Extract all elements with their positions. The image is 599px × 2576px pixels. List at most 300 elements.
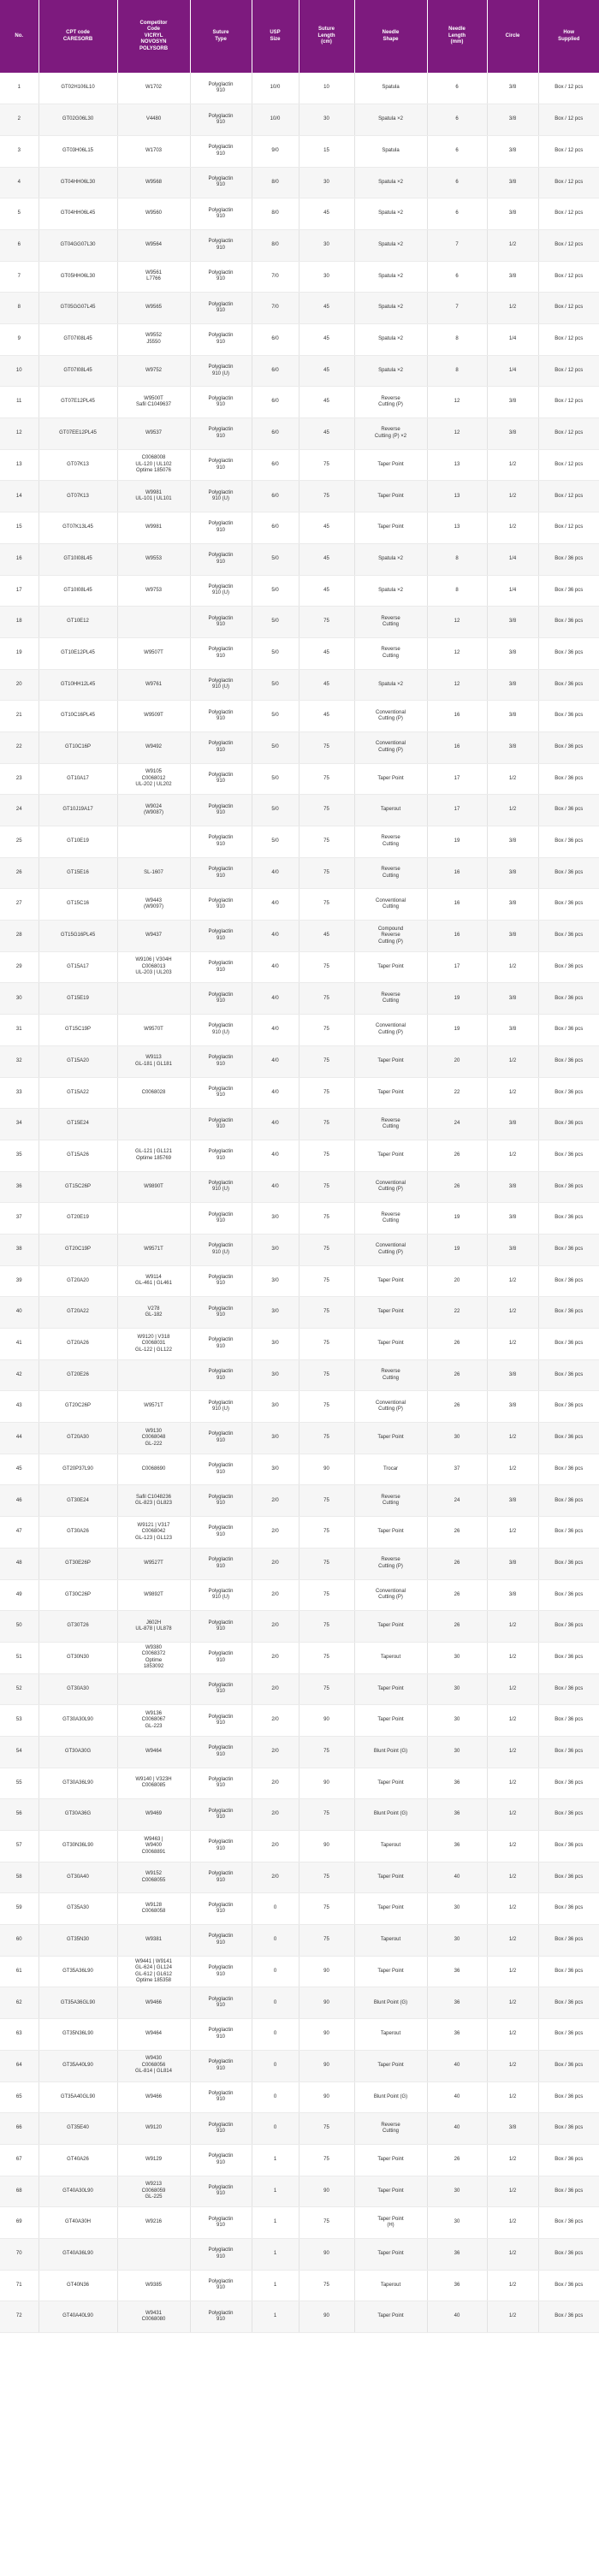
suture-length-cell: 45 [299, 324, 354, 356]
row-number-cell: 58 [0, 1862, 39, 1893]
circle-cell: 3/8 [487, 1109, 538, 1140]
row-number-cell: 8 [0, 293, 39, 324]
suture-length-cell: 75 [299, 731, 354, 763]
circle-cell: 1/2 [487, 512, 538, 544]
table-row [0, 795, 599, 826]
suture-type-cell: Polyglactin 910 [190, 857, 252, 889]
row-number-cell: 11 [0, 387, 39, 418]
needle-shape-cell: Reverse Cutting [354, 2113, 427, 2145]
usp-size-cell: 5/0 [252, 607, 299, 638]
table-row [0, 418, 599, 450]
suture-length-cell: 75 [299, 1673, 354, 1705]
usp-size-cell: 1 [252, 2176, 299, 2207]
suture-type-cell: Polyglactin 910 [190, 1673, 252, 1705]
how-supplied-cell: Box / 36 pcs [538, 857, 599, 889]
table-row [0, 1391, 599, 1423]
row-number-cell: 37 [0, 1203, 39, 1235]
needle-shape-cell: Taper Point [354, 1673, 427, 1705]
needle-shape-cell: Conventional Cutting (P) [354, 731, 427, 763]
needle-shape-cell: Reverse Cutting [354, 826, 427, 858]
circle-cell: 1/2 [487, 2270, 538, 2301]
needle-shape-cell: Taper Point [354, 1077, 427, 1109]
needle-shape-cell: Conventional Cutting (P) [354, 1015, 427, 1046]
circle-cell: 1/2 [487, 449, 538, 481]
circle-cell: 1/4 [487, 324, 538, 356]
competitor-code-cell [117, 983, 190, 1015]
circle-cell: 3/8 [487, 1485, 538, 1517]
table-row [0, 2301, 599, 2333]
needle-shape-cell: Taper Point [354, 1297, 427, 1329]
row-number-cell: 36 [0, 1171, 39, 1203]
suture-length-cell: 75 [299, 1893, 354, 1925]
suture-length-cell: 90 [299, 1705, 354, 1737]
needle-shape-cell: Taper Point (H) [354, 2207, 427, 2239]
needle-shape-cell: Conventional Cutting (P) [354, 1171, 427, 1203]
usp-size-cell: 6/0 [252, 449, 299, 481]
how-supplied-cell: Box / 36 pcs [538, 731, 599, 763]
competitor-code-cell: Safil C1048236 GL-823 | GL823 [117, 1485, 190, 1517]
row-number-cell: 18 [0, 607, 39, 638]
usp-size-cell: 0 [252, 1925, 299, 1957]
table-row [0, 637, 599, 669]
suture-type-cell: Polyglactin 910 [190, 701, 252, 732]
competitor-code-cell: W9129 [117, 2144, 190, 2176]
competitor-code-cell: W9463 | W9400 C0068891 [117, 1831, 190, 1862]
needle-shape-cell: Taper Point [354, 2238, 427, 2270]
suture-type-cell: Polyglactin 910 [190, 2144, 252, 2176]
cpt-code-cell: GT30C26P [39, 1579, 117, 1611]
needle-shape-cell: Taper Point [354, 1423, 427, 1454]
how-supplied-cell: Box / 36 pcs [538, 607, 599, 638]
suture-length-cell: 90 [299, 1768, 354, 1799]
suture-type-cell: Polyglactin 910 [190, 2301, 252, 2333]
circle-cell: 3/8 [487, 921, 538, 952]
needle-length-cell: 26 [427, 1579, 487, 1611]
needle-shape-cell: Blunt Point (G) [354, 2082, 427, 2113]
how-supplied-cell: Box / 12 pcs [538, 135, 599, 167]
cpt-code-cell: GT10I08L45 [39, 575, 117, 607]
suture-length-cell: 10 [299, 73, 354, 104]
needle-shape-cell: Trocar [354, 1454, 427, 1485]
usp-size-cell: 4/0 [252, 889, 299, 921]
competitor-code-cell: W9213 C0068059 GL-225 [117, 2176, 190, 2207]
needle-length-cell: 16 [427, 857, 487, 889]
how-supplied-cell: Box / 36 pcs [538, 763, 599, 795]
suture-type-cell: Polyglactin 910 (U) [190, 355, 252, 387]
cpt-code-cell: GT40A40L90 [39, 2301, 117, 2333]
usp-size-cell: 2/0 [252, 1736, 299, 1768]
competitor-code-cell: V278 GL-182 [117, 1297, 190, 1329]
suture-type-cell: Polyglactin 910 [190, 2238, 252, 2270]
cpt-code-cell: GT35A36L90 [39, 1956, 117, 1987]
usp-size-cell: 2/0 [252, 1611, 299, 1643]
suture-length-cell: 75 [299, 795, 354, 826]
needle-length-cell: 7 [427, 229, 487, 261]
suture-type-cell: Polyglactin 910 (U) [190, 1015, 252, 1046]
row-number-cell: 26 [0, 857, 39, 889]
table-row [0, 198, 599, 230]
cpt-code-cell: GT15C26P [39, 1171, 117, 1203]
circle-cell: 1/2 [487, 1642, 538, 1673]
row-number-cell: 72 [0, 2301, 39, 2333]
competitor-code-cell: W9761 [117, 669, 190, 701]
usp-size-cell: 2/0 [252, 1831, 299, 1862]
cpt-code-cell: GT40N36 [39, 2270, 117, 2301]
table-row [0, 1423, 599, 1454]
competitor-code-cell [117, 1673, 190, 1705]
suture-length-cell: 90 [299, 1956, 354, 1987]
suture-type-cell: Polyglactin 910 [190, 1956, 252, 1987]
suture-length-header: Suture Length (cm) [299, 0, 354, 73]
how-supplied-cell: Box / 36 pcs [538, 2113, 599, 2145]
how-supplied-cell: Box / 36 pcs [538, 2270, 599, 2301]
how-supplied-cell: Box / 36 pcs [538, 2144, 599, 2176]
usp-size-cell: 5/0 [252, 795, 299, 826]
circle-cell: 1/2 [487, 2301, 538, 2333]
usp-size-cell: 1 [252, 2207, 299, 2239]
how-supplied-cell: Box / 36 pcs [538, 1705, 599, 1737]
needle-length-header: Needle Length (mm) [427, 0, 487, 73]
needle-length-cell: 13 [427, 512, 487, 544]
suture-length-cell: 90 [299, 2238, 354, 2270]
table-row [0, 1359, 599, 1391]
suture-length-cell: 75 [299, 1015, 354, 1046]
row-number-cell: 41 [0, 1329, 39, 1360]
how-supplied-cell: Box / 36 pcs [538, 1956, 599, 1987]
usp-size-cell: 8/0 [252, 167, 299, 198]
competitor-code-cell: W9106 | V304H C0068013 UL-203 | UL203 [117, 951, 190, 983]
usp-size-cell: 3/0 [252, 1329, 299, 1360]
circle-cell: 1/2 [487, 2144, 538, 2176]
circle-cell: 3/8 [487, 1234, 538, 1265]
cpt-code-cell: GT35N30 [39, 1925, 117, 1957]
table-row [0, 1109, 599, 1140]
needle-length-cell: 8 [427, 543, 487, 575]
usp-size-cell: 5/0 [252, 826, 299, 858]
usp-size-cell: 4/0 [252, 1171, 299, 1203]
suture-length-cell: 75 [299, 607, 354, 638]
circle-cell: 1/2 [487, 1673, 538, 1705]
suture-length-cell: 75 [299, 1485, 354, 1517]
table-row [0, 607, 599, 638]
suture-type-cell: Polyglactin 910 [190, 1925, 252, 1957]
suture-length-cell: 15 [299, 135, 354, 167]
circle-cell: 3/8 [487, 418, 538, 450]
cpt-code-cell: GT35A40GL90 [39, 2082, 117, 2113]
how-supplied-cell: Box / 36 pcs [538, 1077, 599, 1109]
circle-cell: 1/2 [487, 481, 538, 512]
circle-cell: 3/8 [487, 983, 538, 1015]
row-number-cell: 29 [0, 951, 39, 983]
suture-length-cell: 75 [299, 889, 354, 921]
needle-shape-cell: Reverse Cutting [354, 983, 427, 1015]
row-number-cell: 61 [0, 1956, 39, 1987]
suture-type-cell: Polyglactin 910 [190, 1045, 252, 1077]
usp-size-cell: 9/0 [252, 135, 299, 167]
needle-shape-cell: Taper Point [354, 1140, 427, 1171]
needle-length-cell: 6 [427, 167, 487, 198]
cpt-code-cell: GT15E16 [39, 857, 117, 889]
suture-type-cell: Polyglactin 910 [190, 198, 252, 230]
circle-cell: 3/8 [487, 167, 538, 198]
suture-type-cell: Polyglactin 910 (U) [190, 481, 252, 512]
table-row [0, 1171, 599, 1203]
competitor-code-cell: W9981 UL-101 | UL101 [117, 481, 190, 512]
suture-type-cell: Polyglactin 910 [190, 2019, 252, 2051]
needle-length-cell: 40 [427, 2301, 487, 2333]
suture-length-cell: 45 [299, 512, 354, 544]
row-number-cell: 16 [0, 543, 39, 575]
circle-cell: 3/8 [487, 889, 538, 921]
circle-cell: 1/2 [487, 1297, 538, 1329]
needle-length-cell: 24 [427, 1109, 487, 1140]
how-supplied-cell: Box / 36 pcs [538, 1673, 599, 1705]
table-row [0, 1956, 599, 1987]
needle-shape-header: Needle Shape [354, 0, 427, 73]
circle-cell: 1/2 [487, 1611, 538, 1643]
needle-length-cell: 30 [427, 2207, 487, 2239]
needle-shape-cell: Taper Point [354, 1265, 427, 1297]
table-row [0, 1454, 599, 1485]
needle-length-cell: 12 [427, 387, 487, 418]
needle-length-cell: 37 [427, 1454, 487, 1485]
suture-type-cell: Polyglactin 910 [190, 1705, 252, 1737]
usp-size-cell: 5/0 [252, 701, 299, 732]
competitor-code-cell: W9981 [117, 512, 190, 544]
suture-type-cell: Polyglactin 910 [190, 921, 252, 952]
circle-cell: 3/8 [487, 198, 538, 230]
competitor-code-cell: C0068008 UL-120 | UL102 Optime 185076 [117, 449, 190, 481]
cpt-code-cell: GT10A17 [39, 763, 117, 795]
row-number-cell: 2 [0, 104, 39, 136]
suture-length-cell: 75 [299, 857, 354, 889]
table-row [0, 1736, 599, 1768]
row-number-cell: 71 [0, 2270, 39, 2301]
suture-type-cell: Polyglactin 910 [190, 2176, 252, 2207]
how-supplied-cell: Box / 36 pcs [538, 1517, 599, 1549]
circle-cell: 1/2 [487, 2207, 538, 2239]
how-supplied-cell: Box / 36 pcs [538, 1265, 599, 1297]
row-number-cell: 64 [0, 2050, 39, 2082]
needle-shape-cell: Spatula ×2 [354, 198, 427, 230]
circle-cell: 3/8 [487, 637, 538, 669]
how-supplied-cell: Box / 36 pcs [538, 637, 599, 669]
usp-size-cell: 5/0 [252, 543, 299, 575]
row-number-cell: 15 [0, 512, 39, 544]
needle-shape-cell: Conventional Cutting (P) [354, 1579, 427, 1611]
circle-cell: 1/2 [487, 1329, 538, 1360]
competitor-code-cell: W1702 [117, 73, 190, 104]
suture-length-cell: 30 [299, 229, 354, 261]
table-row [0, 261, 599, 293]
competitor-code-cell: W9892T [117, 1579, 190, 1611]
cpt-code-cell: GT07K13 [39, 449, 117, 481]
how-supplied-cell: Box / 36 pcs [538, 701, 599, 732]
needle-shape-cell: Taperout [354, 1831, 427, 1862]
usp-size-cell: 4/0 [252, 1109, 299, 1140]
needle-length-cell: 8 [427, 355, 487, 387]
how-supplied-cell: Box / 12 pcs [538, 324, 599, 356]
competitor-code-cell: W9130 C0068048 GL-222 [117, 1423, 190, 1454]
needle-length-cell: 20 [427, 1265, 487, 1297]
competitor-code-cell: W9466 [117, 1987, 190, 2019]
how-supplied-cell: Box / 36 pcs [538, 1862, 599, 1893]
competitor-code-cell: GL-121 | GL121 Optime 185769 [117, 1140, 190, 1171]
row-number-cell: 32 [0, 1045, 39, 1077]
suture-length-cell: 75 [299, 1611, 354, 1643]
usp-size-cell: 10/0 [252, 104, 299, 136]
cpt-code-cell: GT35A36GL90 [39, 1987, 117, 2019]
cpt-code-cell: GT20C19P [39, 1234, 117, 1265]
header-row [0, 0, 599, 73]
needle-length-cell: 12 [427, 669, 487, 701]
competitor-code-cell: W9507T [117, 637, 190, 669]
row-number-cell: 51 [0, 1642, 39, 1673]
competitor-code-cell: W9466 [117, 2082, 190, 2113]
competitor-code-cell: W9152 C0068055 [117, 1862, 190, 1893]
how-supplied-cell: Box / 36 pcs [538, 1579, 599, 1611]
row-number-cell: 12 [0, 418, 39, 450]
needle-length-cell: 16 [427, 731, 487, 763]
needle-length-cell: 40 [427, 2113, 487, 2145]
usp-size-cell: 1 [252, 2144, 299, 2176]
needle-shape-cell: Taperout [354, 1925, 427, 1957]
suture-length-cell: 75 [299, 1579, 354, 1611]
circle-cell: 3/8 [487, 1579, 538, 1611]
competitor-code-cell: W9500T Safil C1049637 [117, 387, 190, 418]
suture-length-cell: 75 [299, 1329, 354, 1360]
how-supplied-cell: Box / 36 pcs [538, 1297, 599, 1329]
suture-type-cell: Polyglactin 910 [190, 229, 252, 261]
suture-type-cell: Polyglactin 910 [190, 167, 252, 198]
needle-length-cell: 30 [427, 1925, 487, 1957]
suture-length-cell: 75 [299, 1297, 354, 1329]
suture-length-cell: 75 [299, 1642, 354, 1673]
circle-cell: 1/2 [487, 1705, 538, 1737]
needle-length-cell: 30 [427, 1705, 487, 1737]
circle-cell: 1/2 [487, 2050, 538, 2082]
row-number-cell: 10 [0, 355, 39, 387]
needle-shape-cell: Taper Point [354, 481, 427, 512]
needle-length-cell: 36 [427, 2270, 487, 2301]
row-number-cell: 30 [0, 983, 39, 1015]
suture-type-cell: Polyglactin 910 [190, 983, 252, 1015]
cpt-code-cell: GT30A36G [39, 1799, 117, 1831]
suture-type-cell: Polyglactin 910 [190, 449, 252, 481]
cpt-code-header: CPT code CARESORB [39, 0, 117, 73]
how-supplied-cell: Box / 36 pcs [538, 575, 599, 607]
competitor-code-cell: W9136 C0068067 GL-223 [117, 1705, 190, 1737]
usp-size-cell: 0 [252, 2050, 299, 2082]
circle-cell: 1/2 [487, 763, 538, 795]
suture-length-cell: 90 [299, 1831, 354, 1862]
cpt-code-cell: GT04HH06L30 [39, 167, 117, 198]
row-number-cell: 47 [0, 1517, 39, 1549]
table-row [0, 1234, 599, 1265]
suture-type-header: Suture Type [190, 0, 252, 73]
competitor-code-cell: W9464 [117, 2019, 190, 2051]
needle-length-cell: 12 [427, 418, 487, 450]
suture-length-cell: 45 [299, 293, 354, 324]
how-supplied-cell: Box / 36 pcs [538, 1234, 599, 1265]
how-supplied-cell: Box / 12 pcs [538, 104, 599, 136]
suture-type-cell: Polyglactin 910 [190, 1893, 252, 1925]
suture-type-cell: Polyglactin 910 [190, 1768, 252, 1799]
cpt-code-cell: GT05GG07L45 [39, 293, 117, 324]
cpt-code-cell: GT30T26 [39, 1611, 117, 1643]
needle-shape-cell: Reverse Cutting (P) ×2 [354, 418, 427, 450]
cpt-code-cell: GT30A36L90 [39, 1768, 117, 1799]
suture-type-cell: Polyglactin 910 (U) [190, 1234, 252, 1265]
needle-length-cell: 36 [427, 1987, 487, 2019]
needle-length-cell: 8 [427, 324, 487, 356]
cpt-code-cell: GT10C16PL45 [39, 701, 117, 732]
suture-type-cell: Polyglactin 910 [190, 889, 252, 921]
suture-length-cell: 45 [299, 198, 354, 230]
suture-length-cell: 75 [299, 1203, 354, 1235]
competitor-code-cell: W9560 [117, 198, 190, 230]
row-number-cell: 52 [0, 1673, 39, 1705]
cpt-code-cell: GT07K13 [39, 481, 117, 512]
cpt-code-cell: GT07I08L45 [39, 355, 117, 387]
competitor-code-header: Competitor Code VICRYL NOVOSYN POLYSORB [117, 0, 190, 73]
cpt-code-cell: GT35E40 [39, 2113, 117, 2145]
usp-size-cell: 2/0 [252, 1705, 299, 1737]
cpt-code-cell: GT15C16 [39, 889, 117, 921]
usp-size-cell: 4/0 [252, 1077, 299, 1109]
needle-length-cell: 20 [427, 1045, 487, 1077]
table-row [0, 1015, 599, 1046]
suture-length-cell: 90 [299, 1454, 354, 1485]
suture-length-cell: 75 [299, 1517, 354, 1549]
suture-type-cell: Polyglactin 910 [190, 1265, 252, 1297]
suture-type-cell: Polyglactin 910 [190, 1203, 252, 1235]
competitor-code-cell: W9752 [117, 355, 190, 387]
suture-length-cell: 75 [299, 2207, 354, 2239]
competitor-code-cell: W9571T [117, 1391, 190, 1423]
cpt-code-cell: GT20A26 [39, 1329, 117, 1360]
needle-length-cell: 13 [427, 481, 487, 512]
row-number-cell: 40 [0, 1297, 39, 1329]
needle-length-cell: 26 [427, 1329, 487, 1360]
suture-length-cell: 75 [299, 1234, 354, 1265]
table-row [0, 2207, 599, 2239]
suture-length-cell: 75 [299, 449, 354, 481]
row-number-cell: 25 [0, 826, 39, 858]
suture-length-cell: 45 [299, 701, 354, 732]
table-row [0, 1768, 599, 1799]
needle-length-cell: 26 [427, 2144, 487, 2176]
needle-shape-cell: Spatula [354, 73, 427, 104]
usp-size-cell: 3/0 [252, 1234, 299, 1265]
needle-shape-cell: Taperout [354, 1642, 427, 1673]
usp-size-cell: 2/0 [252, 1579, 299, 1611]
row-number-cell: 57 [0, 1831, 39, 1862]
table-row [0, 1831, 599, 1862]
suture-type-cell: Polyglactin 910 [190, 2050, 252, 2082]
row-number-cell: 33 [0, 1077, 39, 1109]
needle-shape-cell: Taper Point [354, 951, 427, 983]
how-supplied-cell: Box / 12 pcs [538, 449, 599, 481]
suture-type-cell: Polyglactin 910 [190, 1862, 252, 1893]
usp-size-cell: 1 [252, 2270, 299, 2301]
cpt-code-cell: GT15A26 [39, 1140, 117, 1171]
suture-type-cell: Polyglactin 910 [190, 951, 252, 983]
how-supplied-cell: Box / 36 pcs [538, 1171, 599, 1203]
cpt-code-cell: GT30N36L90 [39, 1831, 117, 1862]
cpt-code-cell: GT10I08L45 [39, 543, 117, 575]
needle-length-cell: 40 [427, 2082, 487, 2113]
